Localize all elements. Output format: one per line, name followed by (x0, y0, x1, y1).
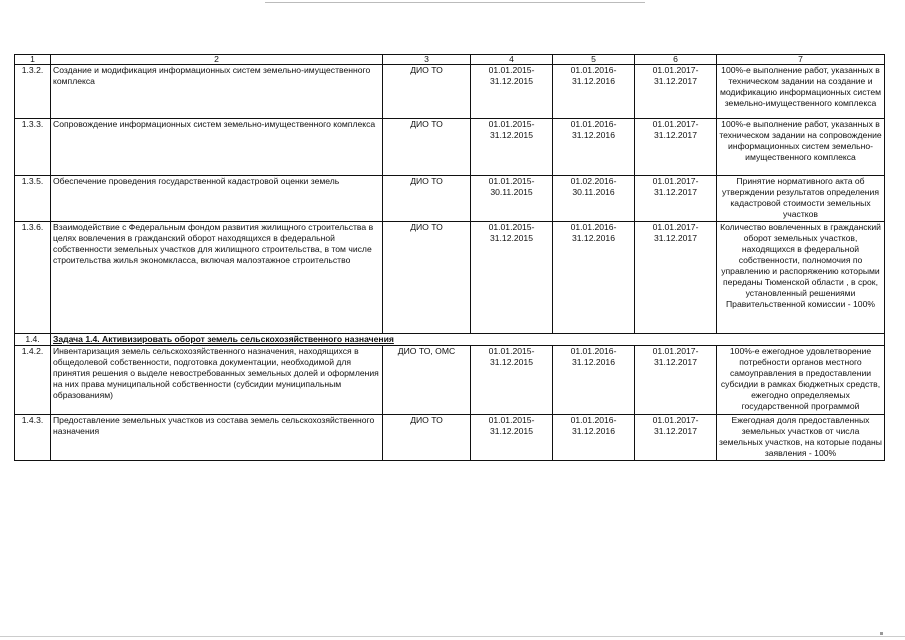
period-2016: 01.01.2016- 31.12.2016 (570, 65, 617, 86)
item-code: 1.3.6. (15, 222, 51, 334)
item-code: 1.3.5. (15, 176, 51, 222)
period-2015: 01.01.2015- 31.12.2015 (488, 222, 535, 243)
table-row (15, 176, 885, 222)
period-2017: 01.01.2017- 31.12.2017 (652, 222, 699, 243)
item-code: 1.3.3. (15, 119, 51, 176)
table-row (15, 346, 885, 415)
item-name: Взаимодействие с Федеральным фондом развития жилищного строительства в целях вовлечения в гражданский оборот находящихся в федеральной собственности земельных участков для жилищного строительства, в том числе строительства жилья экономкласса, включая малоэтажное строительство (51, 222, 383, 334)
scan-speck (880, 632, 883, 635)
item-result: 100%-е ежегодное удовлетворение потребности органов местного самоуправления в предоставлении субсидии в рамках бюджетных средств, ежегодно определяемых государственной программой (720, 346, 881, 411)
period-2017: 01.01.2017- 31.12.2017 (652, 415, 699, 436)
period-2017: 01.01.2017- 31.12.2017 (652, 65, 699, 86)
item-executor: ДИО ТО (383, 415, 471, 461)
table-row (15, 222, 885, 334)
table-row (15, 119, 885, 176)
column-number: 2 (51, 55, 383, 65)
task-code: 1.4. (15, 334, 51, 346)
period-2015: 01.01.2015- 31.12.2015 (488, 346, 535, 367)
column-number: 7 (717, 55, 885, 65)
item-name: Создание и модификация информационных систем земельно-имущественного комплекса (51, 65, 383, 119)
column-number: 3 (383, 55, 471, 65)
item-result: Количество вовлеченных в гражданский оборот земельных участков, находящихся в федеральной собственности, полномочия по управлению и распоряжению которыми переданы Тюменской области , в срок, установленный решениями Правительственной комиссии - 100% (720, 222, 881, 309)
period-2016: 01.01.2016- 31.12.2016 (570, 346, 617, 367)
period-2015: 01.01.2015- 31.12.2015 (488, 119, 535, 140)
period-2017: 01.01.2017- 31.12.2017 (652, 346, 699, 367)
item-executor: ДИО ТО, ОМС (383, 346, 471, 415)
task-title: Задача 1.4. Активизировать оборот земель сельскохозяйственного назначения (51, 334, 885, 346)
period-2015: 01.01.2015- 31.12.2015 (488, 65, 535, 86)
period-2016: 01.01.2016- 31.12.2016 (570, 415, 617, 436)
item-executor: ДИО ТО (383, 119, 471, 176)
column-number: 4 (471, 55, 553, 65)
table-row (15, 65, 885, 119)
period-2016: 01.01.2016- 31.12.2016 (570, 222, 617, 243)
period-2015: 01.01.2015- 31.12.2015 (488, 415, 535, 436)
scan-edge-top (265, 2, 645, 3)
item-executor: ДИО ТО (383, 65, 471, 119)
item-result: Принятие нормативного акта об утверждении результатов определения кадастровой стоимости земельных участков (722, 176, 879, 219)
scan-edge-bottom (0, 636, 905, 637)
item-name: Инвентаризация земель сельскохозяйственного назначения, находящихся в общедолевой собственности, подготовка документации, необходимой для принятия решения о выделе невостребованных земельных долей и оформления на них права муниципальной собственности (субсидии муниципальным образованиям) (51, 346, 383, 415)
column-number: 5 (553, 55, 635, 65)
period-2016: 01.02.2016- 30.11.2016 (570, 176, 617, 197)
column-number: 6 (635, 55, 717, 65)
item-result: 100%-е выполнение работ, указанных в техническом задании на сопровождение информационных систем земельно-имущественного комплекса (719, 119, 882, 162)
item-name: Сопровождение информационных систем земельно-имущественного комплекса (51, 119, 383, 176)
period-2017: 01.01.2017- 31.12.2017 (652, 176, 699, 197)
measures-table (14, 54, 885, 461)
item-name: Обеспечение проведения государственной кадастровой оценки земель (51, 176, 383, 222)
task-row (15, 334, 885, 346)
period-2015: 01.01.2015- 30.11.2015 (488, 176, 535, 197)
item-code: 1.3.2. (15, 65, 51, 119)
column-number: 1 (15, 55, 51, 65)
period-2016: 01.01.2016- 31.12.2016 (570, 119, 617, 140)
item-result: Ежегодная доля предоставленных земельных участков от числа земельных участков, на которые поданы заявления - 100% (719, 415, 882, 458)
period-2017: 01.01.2017- 31.12.2017 (652, 119, 699, 140)
item-executor: ДИО ТО (383, 222, 471, 334)
item-executor: ДИО ТО (383, 176, 471, 222)
item-result: 100%-е выполнение работ, указанных в техническом задании на создание и модификацию информационных систем земельно-имущественного комплекса (719, 65, 882, 108)
item-code: 1.4.3. (15, 415, 51, 461)
column-numbers-row (15, 55, 885, 65)
item-name: Предоставление земельных участков из состава земель сельскохозяйственного назначения (51, 415, 383, 461)
item-code: 1.4.2. (15, 346, 51, 415)
table-row (15, 415, 885, 461)
